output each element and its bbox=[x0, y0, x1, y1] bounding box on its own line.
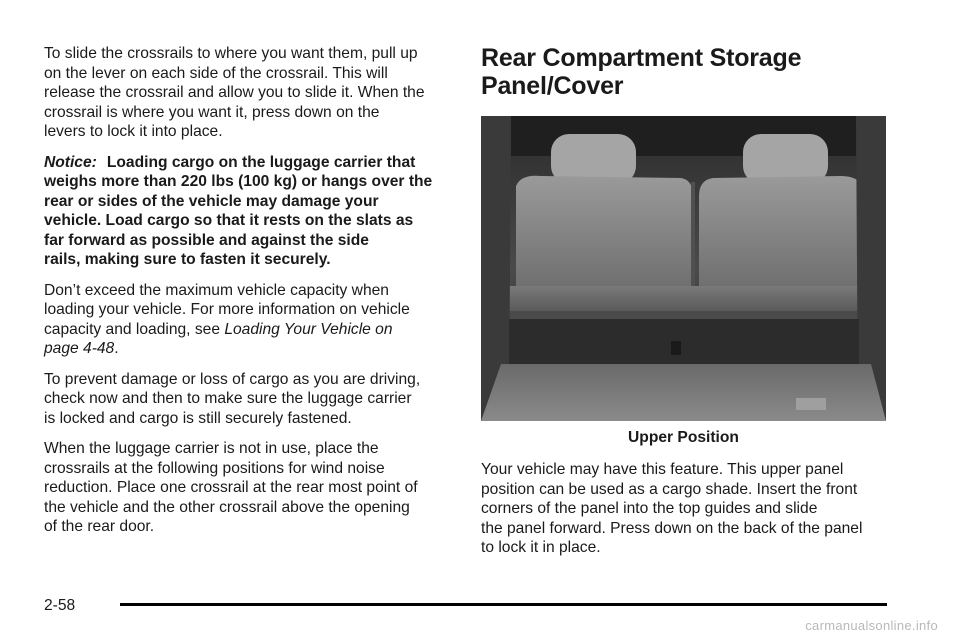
section-heading bbox=[481, 44, 891, 100]
text-line: vehicle. Load cargo so that it rests on the slats as bbox=[44, 212, 414, 229]
text-line: loading your vehicle. For more information on vehicle bbox=[44, 301, 410, 318]
cross-reference-link[interactable]: Loading Your Vehicle on bbox=[224, 320, 393, 338]
footer-rule bbox=[120, 603, 887, 606]
notice-paragraph bbox=[44, 153, 454, 270]
heading-line: Panel/Cover bbox=[481, 72, 624, 100]
cargo-area-illustration bbox=[481, 116, 886, 421]
page-number: 2-58 bbox=[44, 597, 76, 614]
text-line: the panel forward. Press down on the back of the panel bbox=[481, 519, 863, 537]
text-line: rear or sides of the vehicle may damage your bbox=[44, 192, 379, 210]
crossrail-slide-paragraph bbox=[44, 44, 454, 142]
text-line: rails, making sure to fasten it securely. bbox=[44, 251, 331, 268]
text-line: release the crossrail and allow you to slide it. When the bbox=[44, 84, 425, 101]
heading-line: Rear Compartment Storage bbox=[481, 44, 802, 72]
text-line: position can be used as a cargo shade. Insert the front bbox=[481, 480, 858, 498]
text-line: reduction. Place one crossrail at the rear most point of bbox=[44, 479, 418, 496]
cargo-area-photo bbox=[481, 116, 886, 421]
text-line: corners of the panel into the top guides and slide bbox=[481, 500, 818, 517]
text-line: . bbox=[114, 340, 119, 357]
cargo-check-paragraph bbox=[44, 370, 454, 429]
capacity-paragraph bbox=[44, 281, 454, 359]
text-line: crossrails at the following positions for wind noise bbox=[44, 459, 385, 477]
text-line: Loading cargo on the luggage carrier that bbox=[106, 153, 416, 171]
right-paragraph-container bbox=[481, 460, 891, 569]
text-line: the vehicle and the other crossrail above the opening bbox=[44, 498, 410, 516]
text-line: When the luggage carrier is not in use, place the bbox=[44, 440, 379, 457]
text-line: on the lever on each side of the crossrail. This will bbox=[44, 64, 388, 82]
text-line: capacity and loading, see bbox=[44, 320, 225, 338]
notice-label: Notice: bbox=[44, 153, 97, 171]
text-line: Don’t exceed the maximum vehicle capacity when bbox=[44, 281, 389, 299]
text-line: far forward as possible and against the side bbox=[44, 231, 369, 249]
text-line: Your vehicle may have this feature. This upper panel bbox=[481, 461, 844, 478]
text-line: levers to lock it into place. bbox=[44, 123, 223, 140]
site-watermark: carmanualsonline.info bbox=[805, 618, 938, 633]
panel-cover-paragraph bbox=[481, 460, 891, 558]
right-column bbox=[481, 44, 891, 100]
text-line: of the rear door. bbox=[44, 518, 155, 535]
text-line: check now and then to make sure the luggage carrier bbox=[44, 390, 412, 407]
left-column bbox=[44, 44, 454, 548]
text-line: crossrail is where you want it, press down on the bbox=[44, 103, 380, 121]
text-line: To slide the crossrails to where you want them, pull up bbox=[44, 45, 418, 62]
photo-caption: Upper Position bbox=[628, 429, 739, 446]
text-line: to lock it in place. bbox=[481, 539, 601, 556]
text-line: is locked and cargo is still securely fastened. bbox=[44, 409, 352, 427]
crossrail-storage-paragraph bbox=[44, 439, 454, 537]
text-line: To prevent damage or loss of cargo as you are driving, bbox=[44, 370, 421, 388]
cross-reference-link[interactable]: page 4-48 bbox=[44, 340, 115, 357]
text-line: weighs more than 220 lbs (100 kg) or hangs over the bbox=[44, 173, 433, 190]
